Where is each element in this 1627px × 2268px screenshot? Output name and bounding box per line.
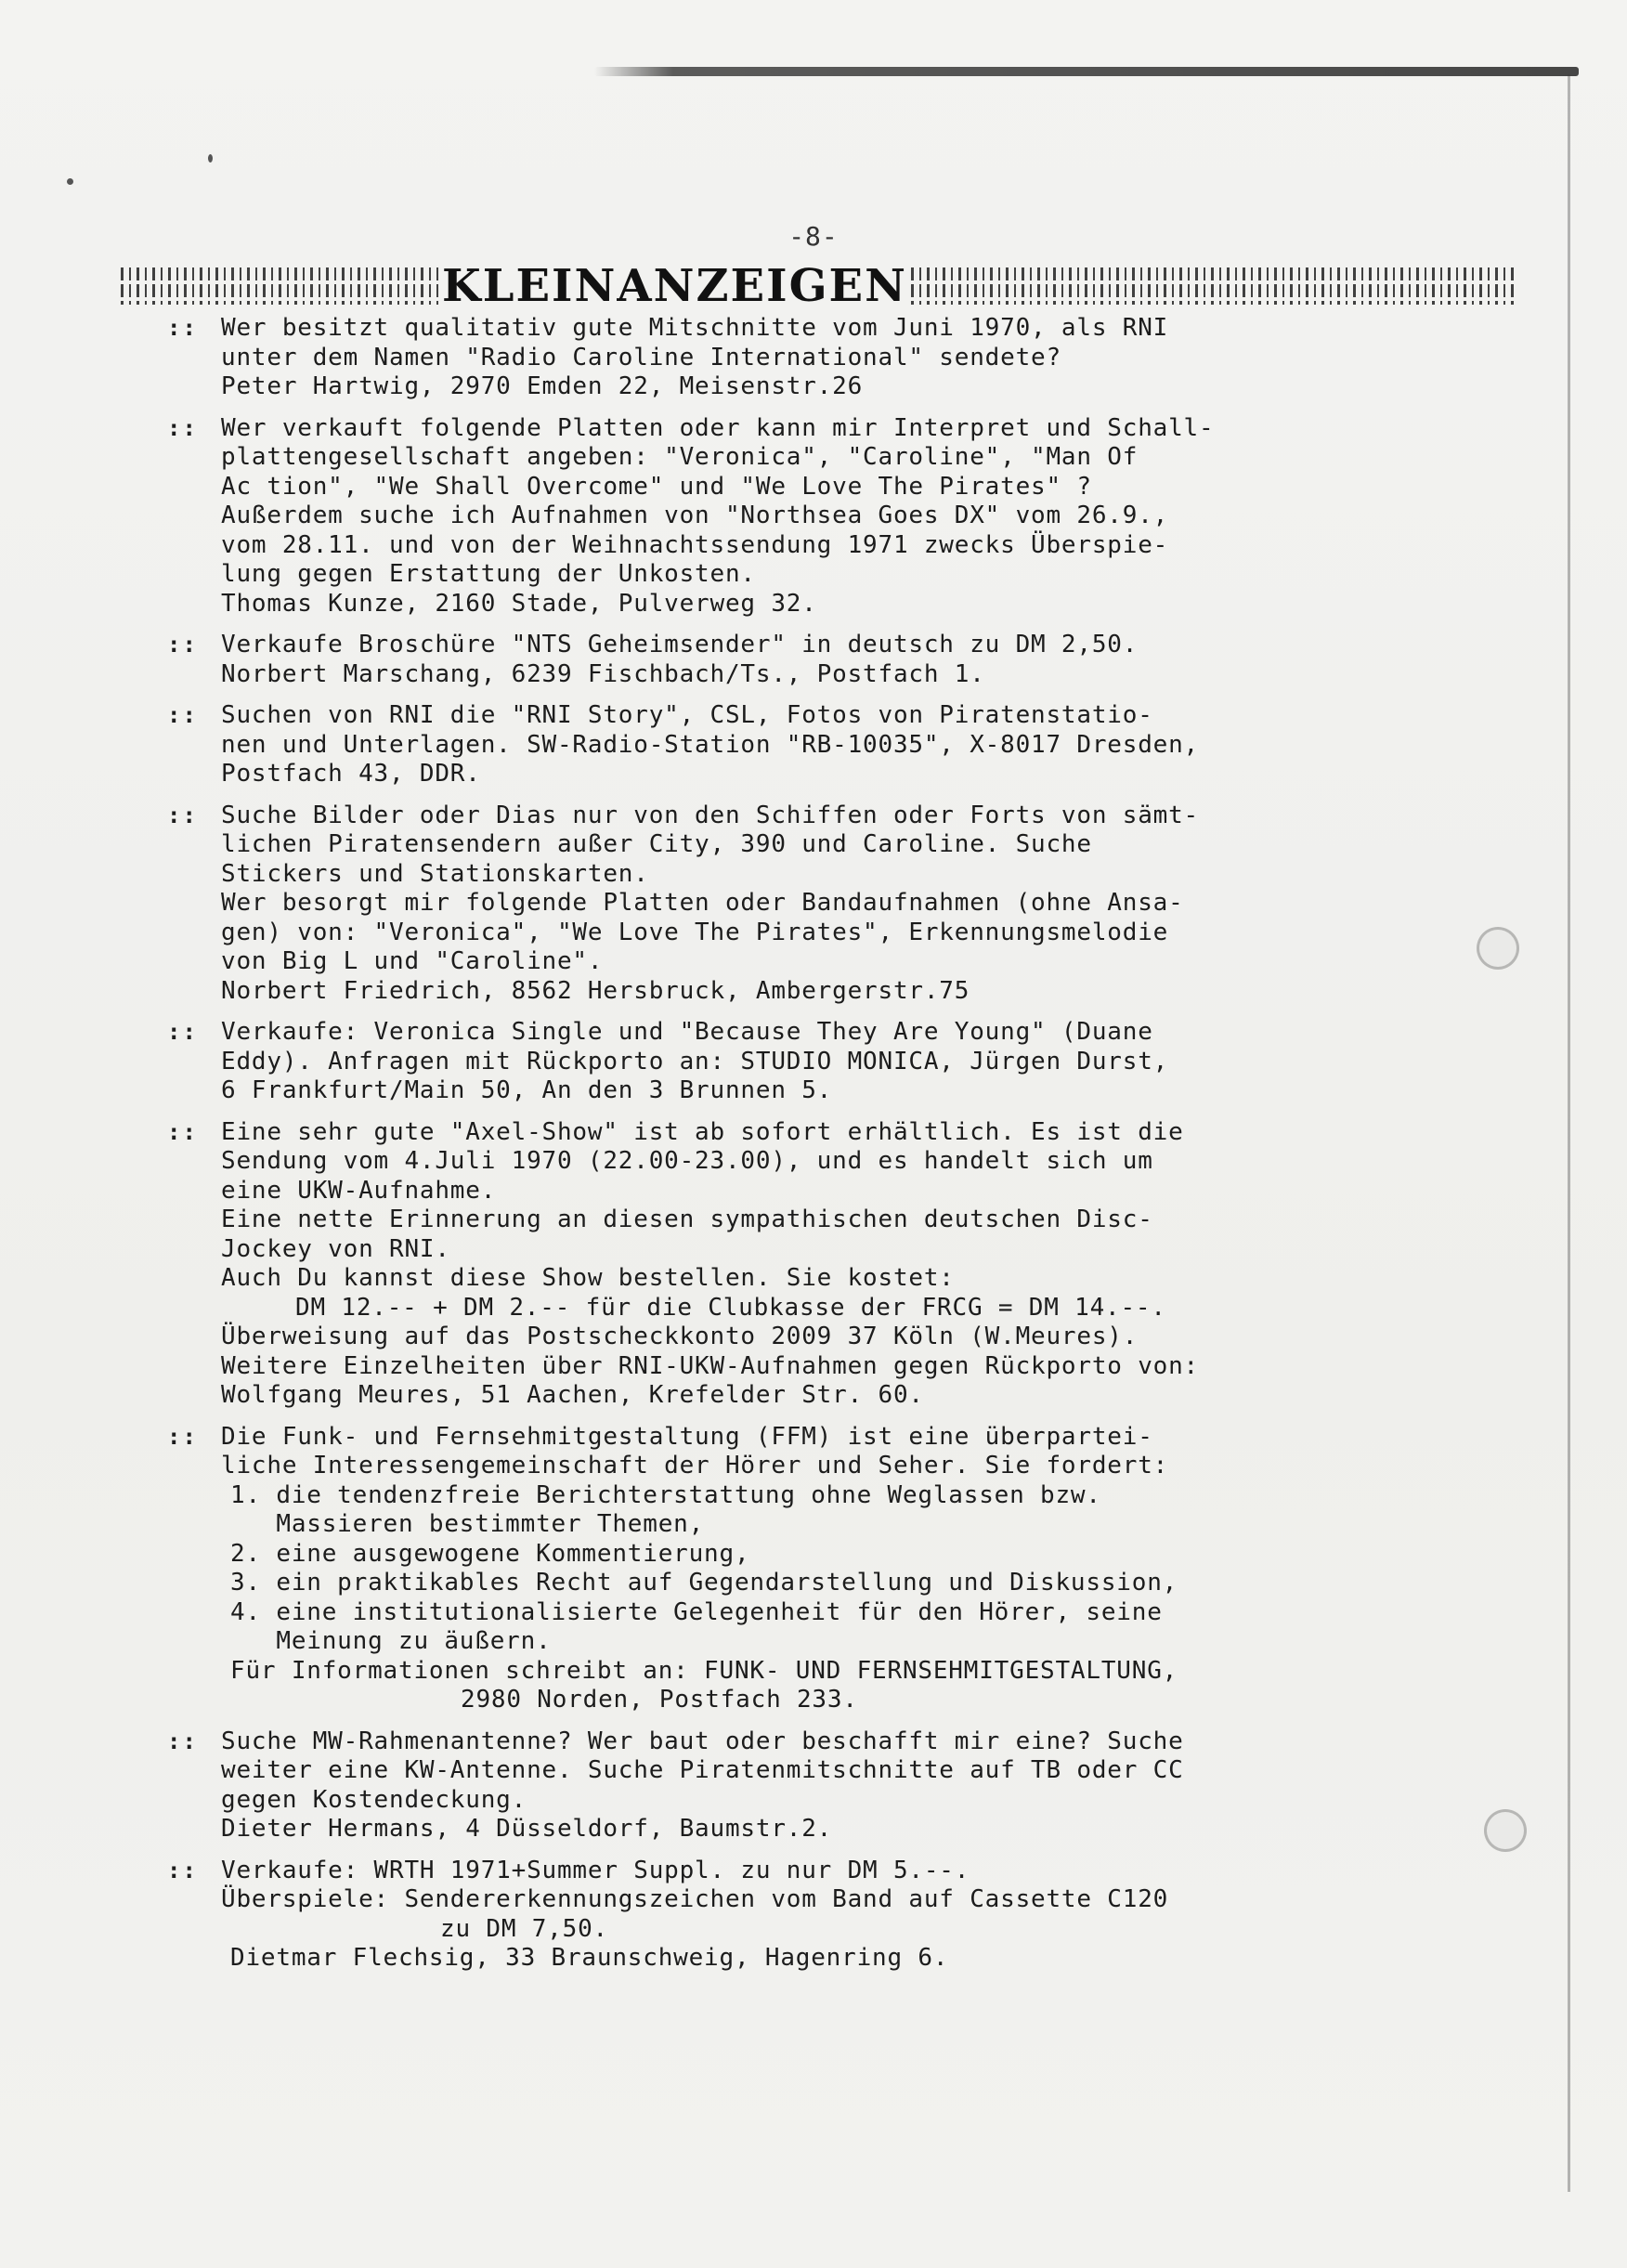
ad-line: Die Funk- und Fernsehmitgestaltung (FFM) ist eine überpartei- <box>221 1422 1153 1451</box>
ad-line: Überspiele: Sendererkennungszeichen vom Band auf Cassette C120 <box>221 1885 1169 1913</box>
header-ornament-right <box>911 267 1514 305</box>
classified-ads <box>167 314 1467 1986</box>
ad-list-item: Meinung zu äußern. <box>230 1627 552 1655</box>
ad-line: Verkaufe: Veronica Single und "Because They Are Young" (Duane <box>221 1018 1153 1046</box>
classified-ad <box>167 1857 1467 1974</box>
ad-text <box>221 631 1467 689</box>
paper-speck <box>67 178 73 185</box>
ad-list-item: 2. eine ausgewogene Kommentierung, <box>230 1539 750 1568</box>
header-ornament-left <box>121 267 438 305</box>
ad-list-item: 4. eine institutionalisierte Gelegenheit für den Hörer, seine <box>230 1597 1163 1626</box>
ad-text <box>221 701 1467 789</box>
page-edge-shadow <box>594 67 1579 76</box>
ad-line: unter dem Namen "Radio Caroline International" sendete? <box>221 343 1061 371</box>
ad-contact: Wolfgang Meures, 51 Aachen, Krefelder Str. 60. <box>221 1381 924 1409</box>
ad-line: Weitere Einzelheiten über RNI-UKW-Aufnahmen gegen Rückporto von: <box>221 1351 1200 1380</box>
ad-contact: Dieter Hermans, 4 Düsseldorf, Baumstr.2. <box>221 1815 833 1843</box>
ad-text <box>221 802 1467 1007</box>
classified-ad <box>167 802 1467 1007</box>
ad-text <box>221 414 1467 619</box>
ad-price-line: zu DM 7,50. <box>440 1914 608 1943</box>
ad-line: Überweisung auf das Postscheckkonto 2009 37 Köln (W.Meures). <box>221 1323 1139 1350</box>
ad-contact: 6 Frankfurt/Main 50, An den 3 Brunnen 5. <box>221 1076 833 1104</box>
section-header <box>121 258 1514 314</box>
classified-ad <box>167 1118 1467 1411</box>
ad-marker: :: <box>167 1019 198 1045</box>
ad-text <box>221 1018 1467 1106</box>
ad-marker: :: <box>167 414 198 441</box>
classified-ad <box>167 414 1467 619</box>
ad-contact: Postfach 43, DDR. <box>221 760 481 788</box>
ad-line: Ac tion", "We Shall Overcome" und "We Love The Pirates" ? <box>221 472 1092 501</box>
ad-line: Für Informationen schreibt an: FUNK- UND FERNSEHMITGESTALTUNG, <box>230 1656 1178 1685</box>
ad-line: nen und Unterlagen. SW-Radio-Station "RB-10035", X-8017 Dresden, <box>221 730 1200 759</box>
ad-line: Eine nette Erinnerung an diesen sympathischen deutschen Disc- <box>221 1206 1153 1233</box>
ad-line: Suche MW-Rahmenantenne? Wer baut oder beschafft mir eine? Suche <box>221 1727 1184 1755</box>
ad-line: Eine sehr gute "Axel-Show" ist ab sofort erhältlich. Es ist die <box>221 1117 1184 1146</box>
section-heading: KLEINANZEIGEN <box>441 260 908 312</box>
ad-text <box>221 1727 1467 1844</box>
ad-list-item: 1. die tendenzfreie Berichterstattung ohne Weglassen bzw. <box>230 1480 1101 1509</box>
page-number: -8- <box>788 221 839 252</box>
ad-contact: Peter Hartwig, 2970 Emden 22, Meisenstr.26 <box>221 372 864 400</box>
ad-line: gegen Kostendeckung. <box>221 1785 527 1814</box>
ad-line: liche Interessengemeinschaft der Hörer und Seher. Sie fordert: <box>221 1452 1169 1479</box>
ad-line: Verkaufe Broschüre "NTS Geheimsender" in deutsch zu DM 2,50. <box>221 631 1139 658</box>
ad-line: weiter eine KW-Antenne. Suche Piratenmitschnitte auf TB oder CC <box>221 1756 1184 1784</box>
ad-price-line: DM 12.-- + DM 2.-- für die Clubkasse der FRCG = DM 14.--. <box>295 1293 1166 1322</box>
ad-marker: :: <box>167 1857 198 1883</box>
ad-line: Jockey von RNI. <box>221 1234 450 1263</box>
ad-line: vom 28.11. und von der Weihnachtssendung 1971 zwecks Überspie- <box>221 530 1169 559</box>
ad-line: Außerdem suche ich Aufnahmen von "Northsea Goes DX" vom 26.9., <box>221 502 1169 529</box>
ad-marker: :: <box>167 315 198 341</box>
classified-ad <box>167 631 1467 689</box>
classified-ad <box>167 701 1467 789</box>
classified-ad <box>167 1018 1467 1106</box>
ad-line: von Big L und "Caroline". <box>221 947 604 975</box>
ad-marker: :: <box>167 1727 198 1754</box>
ad-contact: Norbert Marschang, 6239 Fischbach/Ts., Postfach 1. <box>221 659 985 688</box>
ad-line: Verkaufe: WRTH 1971+Summer Suppl. zu nur DM 5.--. <box>221 1856 970 1884</box>
ad-line: Wer besitzt qualitativ gute Mitschnitte vom Juni 1970, als RNI <box>221 314 1169 342</box>
ad-line: Suche Bilder oder Dias nur von den Schiffen oder Forts von sämt- <box>221 801 1200 829</box>
classified-ad <box>167 314 1467 402</box>
ad-line: plattengesellschaft angeben: "Veronica", "Caroline", "Man Of <box>221 443 1139 471</box>
ad-line: gen) von: "Veronica", "We Love The Pirates", Erkennungsmelodie <box>221 918 1169 946</box>
classified-ad <box>167 1423 1467 1715</box>
ad-line: Sendung vom 4.Juli 1970 (22.00-23.00), und es handelt sich um <box>221 1147 1153 1175</box>
ad-text <box>221 1118 1467 1411</box>
ad-contact: Norbert Friedrich, 8562 Hersbruck, Ambergerstr.75 <box>221 976 970 1005</box>
classified-ad <box>167 1727 1467 1844</box>
ad-line: eine UKW-Aufnahme. <box>221 1176 497 1205</box>
ad-text <box>221 1857 1467 1974</box>
ad-marker: :: <box>167 1423 198 1450</box>
paper-speck <box>208 154 213 163</box>
ad-line: Eddy). Anfragen mit Rückporto an: STUDIO MONICA, Jürgen Durst, <box>221 1047 1169 1075</box>
page-edge-line <box>1568 74 1570 2192</box>
ad-line: Wer besorgt mir folgende Platten oder Bandaufnahmen (ohne Ansa- <box>221 889 1184 917</box>
ad-line: Suchen von RNI die "RNI Story", CSL, Fotos von Piratenstatio- <box>221 701 1153 729</box>
ad-text <box>221 1423 1467 1715</box>
ad-line: lung gegen Erstattung der Unkosten. <box>221 560 756 588</box>
ad-contact: Thomas Kunze, 2160 Stade, Pulverweg 32. <box>221 589 817 618</box>
ad-contact: 2980 Norden, Postfach 233. <box>461 1686 858 1714</box>
ad-text <box>221 314 1467 402</box>
punch-hole <box>1484 1809 1527 1852</box>
ad-line: lichen Piratensendern außer City, 390 und Caroline. Suche <box>221 830 1092 858</box>
ad-list-item: 3. ein praktikables Recht auf Gegendarstellung und Diskussion, <box>230 1569 1178 1597</box>
ad-list-item: Massieren bestimmter Themen, <box>230 1510 705 1538</box>
ad-contact: Dietmar Flechsig, 33 Braunschweig, Hagenring 6. <box>230 1944 949 1972</box>
ad-marker: :: <box>167 1118 198 1145</box>
ad-marker: :: <box>167 802 198 828</box>
ad-line: Stickers und Stationskarten. <box>221 859 649 888</box>
ad-marker: :: <box>167 632 198 658</box>
punch-hole <box>1477 927 1519 970</box>
ad-line: Wer verkauft folgende Platten oder kann mir Interpret und Schall- <box>221 413 1215 442</box>
ad-line: Auch Du kannst diese Show bestellen. Sie kostet: <box>221 1264 955 1292</box>
ad-marker: :: <box>167 702 198 728</box>
